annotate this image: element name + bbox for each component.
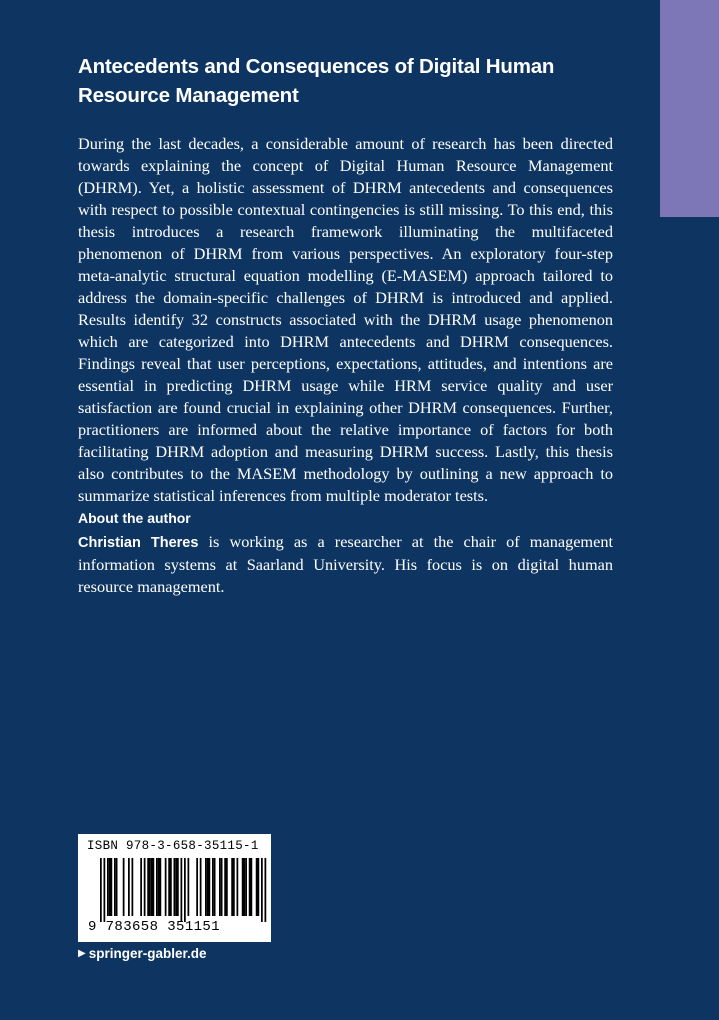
barcode-bar: [177, 858, 179, 916]
barcode-bar: [196, 858, 198, 916]
barcode-bar: [221, 858, 223, 916]
barcode-box: [78, 834, 271, 942]
abstract-text: During the last decades, a considerable amount of research has been directed towards explaining the concept of Digital Human Resource Management (DHRM). Yet, a holistic assessment of DHRM antecedents and consequences with respect to possible contextual contingencies is still missing. To this end, this thesis introduces a research framework illuminating the multifaceted phenomenon of DHRM from various perspectives. An exploratory four-step meta-analytic structural equation modelling (E-MASEM) approach tailored to address the domain-specific challenges of DHRM is introduced and applied. Results identify 32 constructs associated with the DHRM usage phenomenon which are categorized into DHRM antecedents and DHRM consequences. Findings reveal that user perceptions, expectations, attitudes, and intentions are essential in predicting DHRM usage while HRM service quality and user satisfaction are found crucial in explaining other DHRM consequences. Further, practitioners are informed about the relative importance of factors for both facilitating DHRM adoption and measuring DHRM success. Lastly, this thesis also contributes to the MASEM methodology by outlining a new approach to summarize statistical inferences from multiple moderator tests.: [78, 134, 613, 505]
barcode-bar: [123, 858, 125, 916]
barcode-bar: [233, 858, 235, 916]
barcode-bar: [149, 858, 151, 916]
barcode-bar: [261, 858, 263, 922]
barcode-bar: [265, 858, 267, 922]
barcode-bar: [245, 858, 247, 916]
barcode-bar: [104, 858, 106, 922]
author-name: Christian Theres: [78, 535, 199, 551]
barcode-bar: [140, 858, 142, 916]
barcode-bar: [188, 858, 190, 916]
barcode-digits: 9 783658 351151: [88, 919, 221, 935]
barcode-bar: [258, 858, 260, 916]
barcode-bar: [156, 858, 158, 916]
barcode-bar: [144, 858, 146, 916]
barcode-bar: [244, 858, 246, 916]
barcode-bar: [181, 858, 183, 922]
barcode-bar: [165, 858, 167, 916]
publisher-url: springer-gabler.de: [88, 946, 207, 961]
barcode-bar: [205, 858, 207, 916]
barcode-bar: [231, 858, 233, 916]
barcode-bar: [224, 858, 226, 916]
isbn-label: ISBN 978-3-658-35115-1: [87, 839, 259, 853]
barcode-bar: [242, 858, 244, 916]
barcode-bar: [200, 858, 202, 916]
barcode-bar: [151, 858, 153, 916]
barcode-bar: [114, 858, 116, 916]
barcode-bar: [107, 858, 109, 916]
barcode-bar: [249, 858, 251, 916]
barcode-bar: [219, 858, 221, 916]
about-author-text: [78, 531, 613, 598]
barcode-bar: [158, 858, 160, 916]
barcode-bar: [209, 858, 211, 916]
barcode-bar: [153, 858, 155, 916]
barcode-bar: [111, 858, 113, 916]
accent-bar: [660, 0, 719, 217]
barcode-bar: [160, 858, 162, 916]
barcode-bar: [207, 858, 209, 916]
author-bio: is working as a researcher at the chair of management information systems at Saarland University. His focus is on digital human resource management.: [78, 532, 613, 596]
barcode-bar: [214, 858, 216, 916]
barcode-bar: [175, 858, 177, 916]
barcode-bar: [212, 858, 214, 916]
barcode-bar: [168, 858, 170, 916]
barcode-bar: [184, 858, 186, 922]
barcode-bar: [128, 858, 130, 916]
barcode-bar: [109, 858, 111, 916]
barcode-bar: [100, 858, 102, 922]
barcode-bar: [174, 858, 176, 916]
barcode-bar: [237, 858, 239, 916]
publisher-link[interactable]: [78, 946, 207, 961]
barcode-bar: [116, 858, 118, 916]
barcode-bar: [147, 858, 149, 916]
barcode-bar: [251, 858, 253, 916]
barcode-bar: [132, 858, 134, 916]
book-title: Antecedents and Consequences of Digital Human Resource Management: [78, 55, 555, 107]
triangle-right-icon: ▶: [78, 948, 86, 959]
about-author-heading: About the author: [78, 510, 191, 526]
barcode-bar: [170, 858, 172, 916]
barcode-bar: [226, 858, 228, 916]
barcode-bar: [256, 858, 258, 916]
